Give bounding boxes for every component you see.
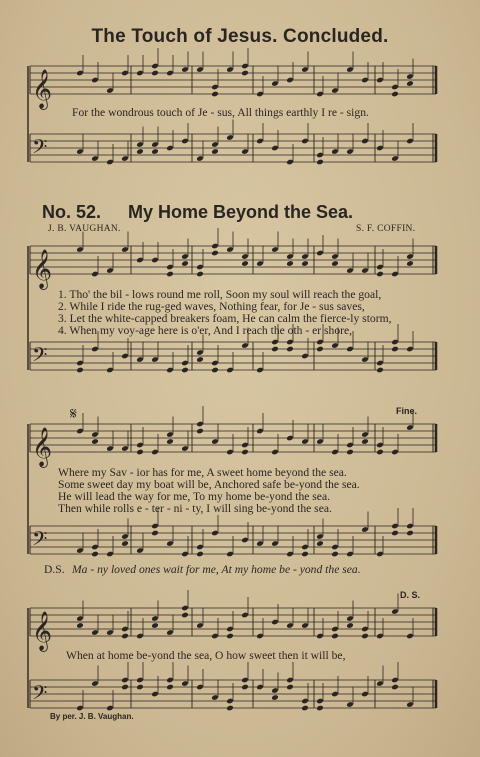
author-credit: S. F. COFFIN. (356, 224, 416, 234)
note-head (121, 540, 129, 547)
composer-credit: J. B. VAUGHAN. (48, 224, 121, 234)
hymn-number: No. 52. (42, 202, 102, 222)
note-head (166, 271, 174, 278)
note-head (316, 540, 324, 547)
note-head (346, 622, 354, 629)
note-head (151, 70, 159, 77)
note-head (136, 449, 144, 456)
ds-mark: D. S. (400, 590, 421, 600)
note-head (241, 449, 249, 456)
note-head (391, 346, 399, 353)
note-head (121, 633, 129, 640)
note-head (301, 705, 309, 712)
note-head (196, 551, 204, 558)
note-head (286, 684, 294, 691)
note-head (91, 551, 99, 558)
note-head (286, 260, 294, 267)
note-head (226, 633, 234, 640)
note-head (196, 271, 204, 278)
note-head (196, 356, 204, 363)
note-head (181, 367, 189, 374)
note-head (316, 159, 324, 166)
note-head (406, 260, 414, 267)
treble-clef-icon: 𝄞 (32, 69, 53, 109)
note-head (301, 551, 309, 558)
note-head (121, 684, 129, 691)
bass-clef-icon: 𝄢 (32, 343, 48, 371)
treble-clef-icon: 𝄞 (32, 427, 53, 467)
note-head (151, 148, 159, 155)
fine-mark: Fine. (396, 406, 418, 416)
note-head (316, 705, 324, 712)
ds-lyric: Ma - ny loved ones wait for me, At my home be - yond the sea. (72, 563, 361, 576)
note-head (331, 551, 339, 558)
note-head (136, 148, 144, 155)
permission-credit: By per. J. B. Vaughan. (50, 712, 134, 721)
verse-2-line-2: Some sweet day my boat will be, Anchored safe be-yond the sea. (58, 478, 360, 491)
bass-clef-icon: 𝄢 (32, 527, 48, 555)
note-head (241, 260, 249, 267)
note-head (181, 612, 189, 619)
note-head (331, 633, 339, 640)
note-head (406, 530, 414, 537)
verse-3-line-2: He will lead the way for me, To my home be-yond the sea. (58, 490, 330, 503)
note-head (166, 438, 174, 445)
ds-label: D.S. (44, 563, 65, 576)
note-head (376, 271, 384, 278)
verse-4-line-2: Then while rolls e - ter - ni - ty, I will sing be-yond the sea. (58, 502, 332, 515)
note-head (211, 367, 219, 374)
chorus-lyric: When at home be-yond the sea, O how sweet then it will be, (66, 649, 346, 662)
verse-2-line-1: 2. While I ride the rug-ged waves, Nothing fear, for Je - sus saves, (58, 300, 365, 313)
note-head (241, 684, 249, 691)
note-head (331, 260, 339, 267)
verse-3-line-1: 3. Let the white-capped breakers foam, He can calm the fierce-ly storm, (58, 312, 392, 325)
note-head (151, 530, 159, 537)
note-head (301, 260, 309, 267)
note-head (226, 705, 234, 712)
note-head (76, 367, 84, 374)
note-head (211, 250, 219, 257)
note-head (151, 622, 159, 629)
note-head (346, 449, 354, 456)
note-head (316, 346, 324, 353)
page-title: The Touch of Jesus. Concluded. (91, 26, 389, 47)
segno-sign: 𝄋 (70, 406, 77, 423)
note-head (406, 80, 414, 87)
bass-clef-icon: 𝄢 (32, 135, 48, 163)
note-head (91, 438, 99, 445)
note-head (241, 70, 249, 77)
prev-song-lyric: For the wondrous touch of Je - sus, All things earthly I re - sign. (72, 106, 369, 119)
verse-4-line-1: 4. When my voy-age here is o'er, And I reach the oth - er shore, (58, 324, 353, 337)
note-head (361, 633, 369, 640)
note-head (76, 622, 84, 629)
note-head (211, 148, 219, 155)
note-head (271, 694, 279, 701)
treble-clef-icon: 𝄞 (32, 249, 53, 289)
bass-clef-icon: 𝄢 (32, 681, 48, 709)
note-head (361, 438, 369, 445)
hymn-title: My Home Beyond the Sea. (128, 202, 354, 222)
note-head (166, 684, 174, 691)
note-head (376, 449, 384, 456)
verse-1-line-1: 1. Tho' the bil - lows round me roll, Soon my soul will reach the goal, (58, 288, 382, 301)
note-head (181, 260, 189, 267)
note-head (376, 367, 384, 374)
note-head (271, 346, 279, 353)
note-head (391, 684, 399, 691)
note-head (196, 428, 204, 435)
note-head (391, 91, 399, 98)
note-head (286, 346, 294, 353)
note-head (136, 684, 144, 691)
note-head (211, 91, 219, 98)
note-head (391, 530, 399, 537)
treble-clef-icon: 𝄞 (32, 611, 53, 651)
verse-1-line-2: Where my Sav - ior has for me, A sweet home beyond the sea. (58, 466, 347, 479)
